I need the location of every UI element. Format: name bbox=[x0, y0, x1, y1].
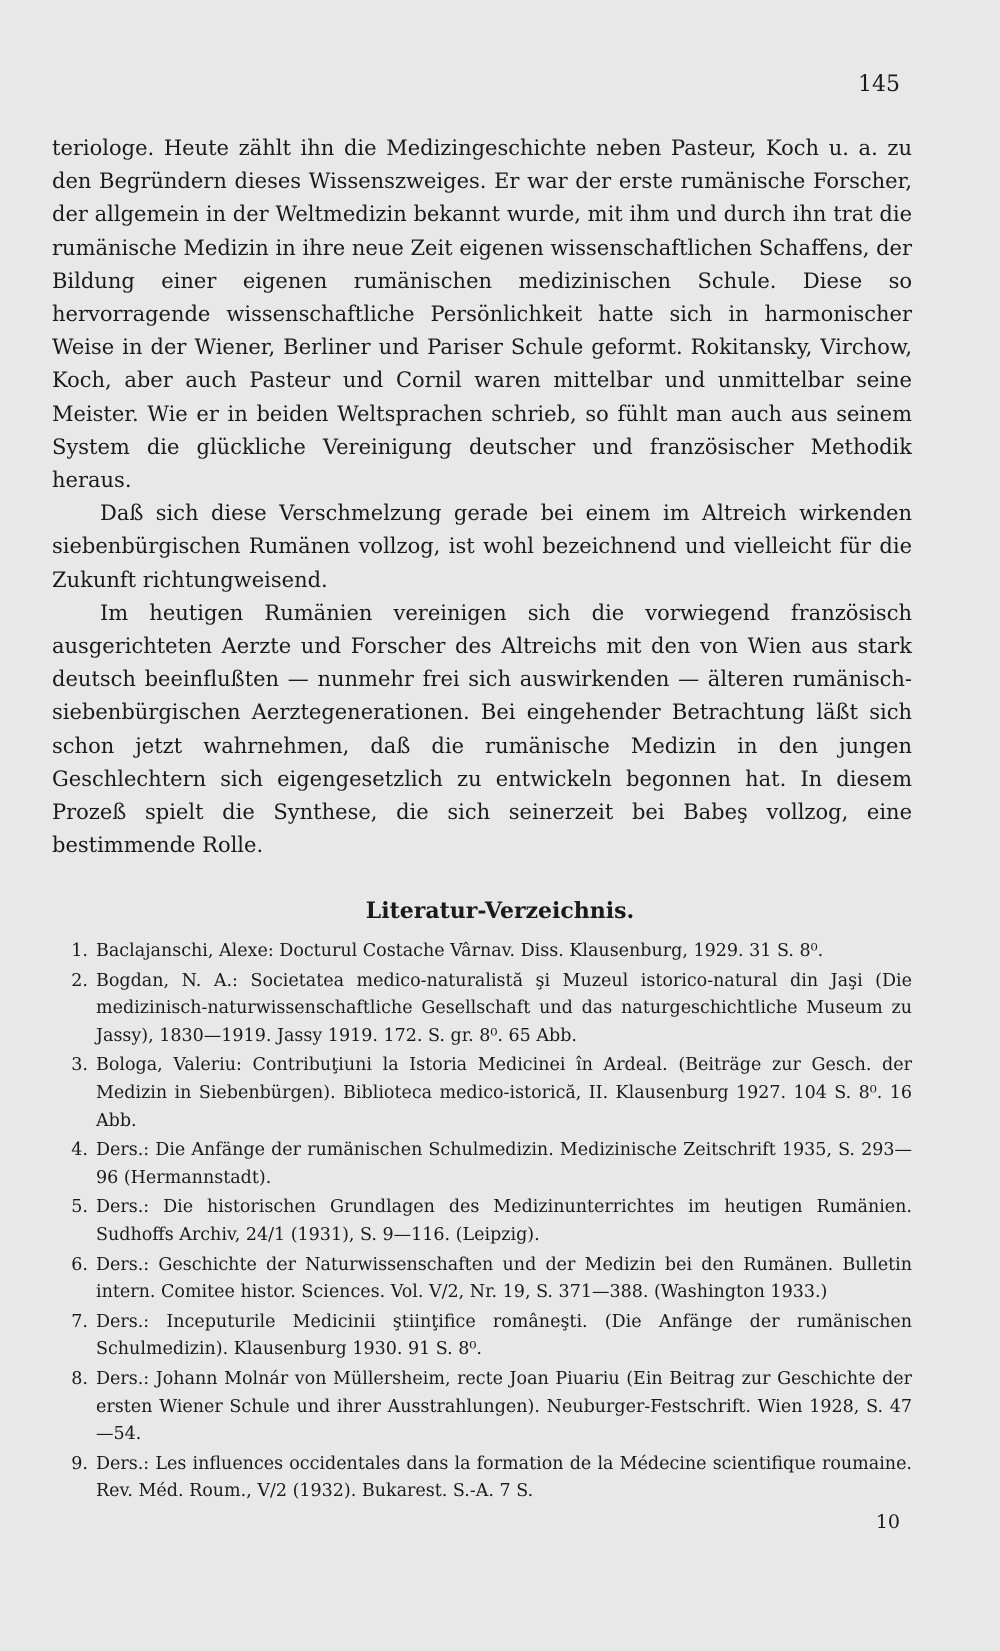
reference-number: 4. bbox=[71, 1140, 88, 1161]
reference-number: 9. bbox=[71, 1453, 88, 1474]
reference-text: Ders.: Die historischen Grundlagen des Medizinunterrichtes im heutigen Rumänien. Sudhoffs Archiv, 24/1 (1931), S. 9—116. (Leipzig). bbox=[96, 1197, 912, 1245]
reference-item bbox=[52, 1194, 912, 1249]
paragraph: Im heutigen Rumänien vereinigen sich die vorwiegend französisch ausgerichteten Aerzte und Forscher des Altreichs mit den von Wien aus stark deutsch beeinflußten — nunmehr frei sich auswirkenden — älteren rumänisch-siebenbürgischen Aerztegenerationen. Bei eingehender Betrachtung läßt sich schon jetzt wahrnehmen, daß die rumänische Medizin in den jungen Geschlechtern sich eigengesetzlich zu entwickeln begonnen hat. In diesem Prozeß spielt die Synthese, die sich seinerzeit bei Babeş vollzog, eine bestimmende Rolle. bbox=[52, 600, 912, 858]
body-text bbox=[52, 132, 912, 862]
reference-item bbox=[52, 968, 912, 1051]
paragraph: Daß sich diese Verschmelzung gerade bei einem im Altreich wirkenden siebenbürgischen Rumänen vollzog, ist wohl bezeichnend und vielleicht für die Zukunft richtungweisend. bbox=[52, 501, 912, 592]
reference-item bbox=[52, 1252, 912, 1307]
reference-text: Ders.: Les influences occidentales dans la formation de la Médecine scientifique roumaine. Rev. Méd. Roum., V/2 (1932). Bukarest. S.-A. 7 S. bbox=[96, 1453, 912, 1502]
reference-number: 1. bbox=[71, 941, 88, 961]
reference-text: Ders.: Die Anfänge der rumänischen Schulmedizin. Medizinische Zeitschrift 1935, S. 293—96 (Hermannstadt). bbox=[96, 1140, 912, 1188]
reference-number: 5. bbox=[71, 1197, 88, 1218]
reference-number: 8. bbox=[71, 1368, 88, 1389]
reference-text: Bogdan, N. A.: Societatea medico-naturalistă şi Muzeul istorico-natural din Jaşi (Die medizinisch-naturwissenschaftliche Gesellschaft und das naturgeschichtliche Museum zu Jassy), 1830—1919. Jassy 1919. 172. S. gr. 8⁰. 65 Abb. bbox=[96, 970, 912, 1046]
reference-item bbox=[52, 1052, 912, 1135]
reference-item bbox=[52, 938, 912, 966]
reference-item bbox=[52, 1309, 912, 1364]
reference-text: Ders.: Geschichte der Naturwissenschaften und der Medizin bei den Rumänen. Bulletin intern. Comitee histor. Sciences. Vol. V/2, Nr. 19, S. 371—388. (Washington 1933.) bbox=[96, 1254, 912, 1303]
page-number: 145 bbox=[858, 72, 900, 97]
reference-number: 6. bbox=[71, 1254, 88, 1275]
reference-text: Bologa, Valeriu: Contribuţiuni la Istoria Medicinei în Ardeal. (Beiträge zur Gesch. der Medizin in Siebenbürgen). Biblioteca medico-istorică, II. Klausenburg 1927. 104 S. 8⁰. 16 Abb. bbox=[96, 1055, 912, 1131]
reference-list bbox=[52, 938, 912, 1508]
reference-item bbox=[52, 1451, 912, 1506]
reference-item bbox=[52, 1137, 912, 1192]
signature-number: 10 bbox=[875, 1511, 900, 1533]
reference-text: Ders.: Johann Molnár von Müllersheim, recte Joan Piuariu (Ein Beitrag zur Geschichte der ersten Wiener Schule und ihrer Ausstrahlungen). Neuburger-Festschrift. Wien 1928, S. 47—54. bbox=[96, 1368, 912, 1445]
reference-number: 2. bbox=[71, 970, 88, 991]
reference-number: 3. bbox=[71, 1055, 88, 1076]
references-heading: Literatur-Verzeichnis. bbox=[365, 898, 635, 924]
reference-text: Ders.: Inceputurile Medicinii ştiinţifice româneşti. (Die Anfänge der rumänischen Schulmedizin). Klausenburg 1930. 91 S. 8⁰. bbox=[96, 1311, 912, 1360]
reference-item bbox=[52, 1366, 912, 1449]
reference-number: 7. bbox=[71, 1311, 88, 1332]
reference-text: Baclajanschi, Alexe: Docturul Costache Vârnav. Diss. Klausenburg, 1929. 31 S. 8⁰. bbox=[96, 941, 824, 961]
paragraph: teriologe. Heute zählt ihn die Medizingeschichte neben Pasteur, Koch u. a. zu den Begründern dieses Wissenszweiges. Er war der erste rumänische Forscher, der allgemein in der Weltmedizin bekannt wurde, mit ihm und durch ihn trat die rumänische Medizin in ihre neue Zeit eigenen wissenschaftlichen Schaffens, der Bildung einer eigenen rumänischen medizinischen Schule. Diese so hervorragende wissenschaftliche Persönlichkeit hatte sich in harmonischer Weise in der Wiener, Berliner und Pariser Schule geformt. Rokitansky, Virchow, Koch, aber auch Pasteur und Cornil waren mittelbar und unmittelbar seine Meister. Wie er in beiden Weltsprachen schrieb, so fühlt man auch aus seinem System die glückliche Vereinigung deutscher und französischer Methodik heraus. bbox=[52, 136, 912, 493]
